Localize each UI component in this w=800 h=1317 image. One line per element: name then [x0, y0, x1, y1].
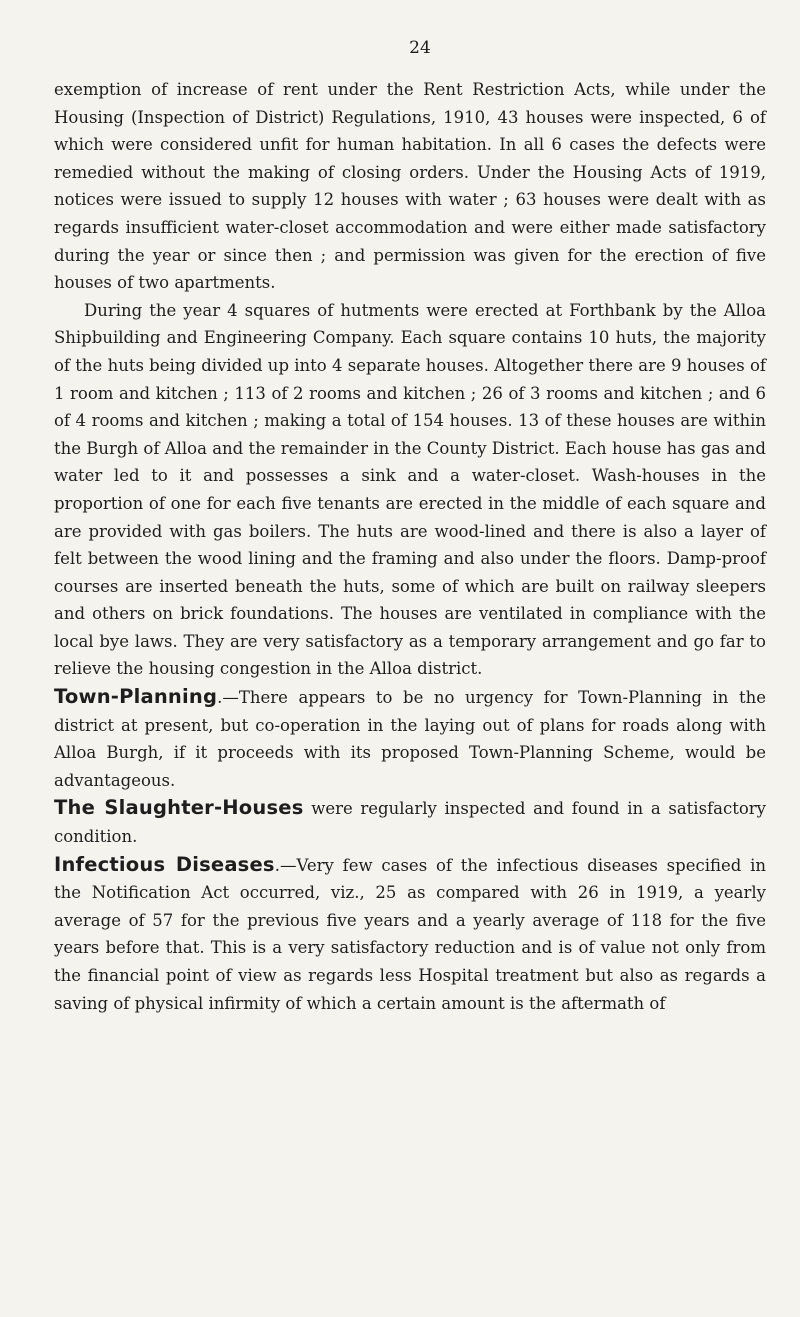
section-heading-town-planning: Town-Planning	[54, 685, 218, 709]
paragraph-text: exemption of increase of rent under the Rent Restriction Acts, while under the Housing (Inspection of District) Regulations, 1910, 43 houses were inspected, 6 of which were considered unfit for human habitation. In all 6 cases the defects were remedied without the making of closing orders. Under the Housing Acts of 1919, notices were issued to supply 12 houses with water ; 63 houses were dealt with as regards insufficient water-closet accommodation and were either made satisfactory during the year or since then ; and permission was given for the erection of five houses of two apartments.	[54, 80, 766, 293]
paragraph-text: .—Very few cases of the infectious diseases specified in the Notification Act occurred, viz., 25 as compared with 26 in 1919, a yearly average of 57 for the previous five years and a yearly average of 118 for the five years before that. This is a very satisfactory reduction and is of value not only from the financial point of view as regards less Hospital treatment but also as regards a saving of physical infirmity of which a certain amount is the aftermath of	[54, 855, 766, 1013]
paragraph-text: .—There appears to be no urgency for Town-Planning in the district at present, but co-operation in the laying out of plans for roads along with Alloa Burgh, if it proceeds with its proposed Town-Planning Scheme, would be advantageous.	[54, 688, 766, 790]
paragraph-infectious-diseases	[54, 851, 766, 1018]
paragraph-text: were regularly inspected and found in a satisfactory condition.	[54, 799, 766, 847]
paragraph-slaughter-houses	[54, 794, 766, 850]
page-number: 24	[409, 38, 431, 58]
paragraph-hutments	[54, 297, 766, 683]
paragraph-town-planning	[54, 683, 766, 794]
paragraph-rent-restriction	[54, 76, 766, 297]
section-heading-slaughter-houses: The Slaughter-Houses	[54, 796, 304, 820]
section-heading-infectious-diseases: Infectious Diseases	[54, 852, 275, 876]
paragraph-text: During the year 4 squares of hutments were erected at Forthbank by the Alloa Shipbuilding and Engineering Company. Each square contains 10 huts, the majority of the huts being divided up into 4 separate houses. Altogether there are 9 houses of 1 room and kitchen ; 113 of 2 rooms and kitchen ; 26 of 3 rooms and kitchen ; and 6 of 4 rooms and kitchen ; making a total of 154 houses. 13 of these houses are within the Burgh of Alloa and the remainder in the County District. Each house has gas and water led to it and possesses a sink and a water-closet. Wash-houses in the proportion of one for each five tenants are erected in the middle of each square and are provided with gas boilers. The huts are wood-lined and there is also a layer of felt between the wood lining and the framing and also under the floors. Damp-proof courses are inserted beneath the huts, some of which are built on railway sleepers and others on brick foundations. The houses are ventilated in compliance with the local bye laws. They are very satisfactory as a temporary arrangement and go far to relieve the housing congestion in the Alloa district.	[54, 300, 766, 679]
